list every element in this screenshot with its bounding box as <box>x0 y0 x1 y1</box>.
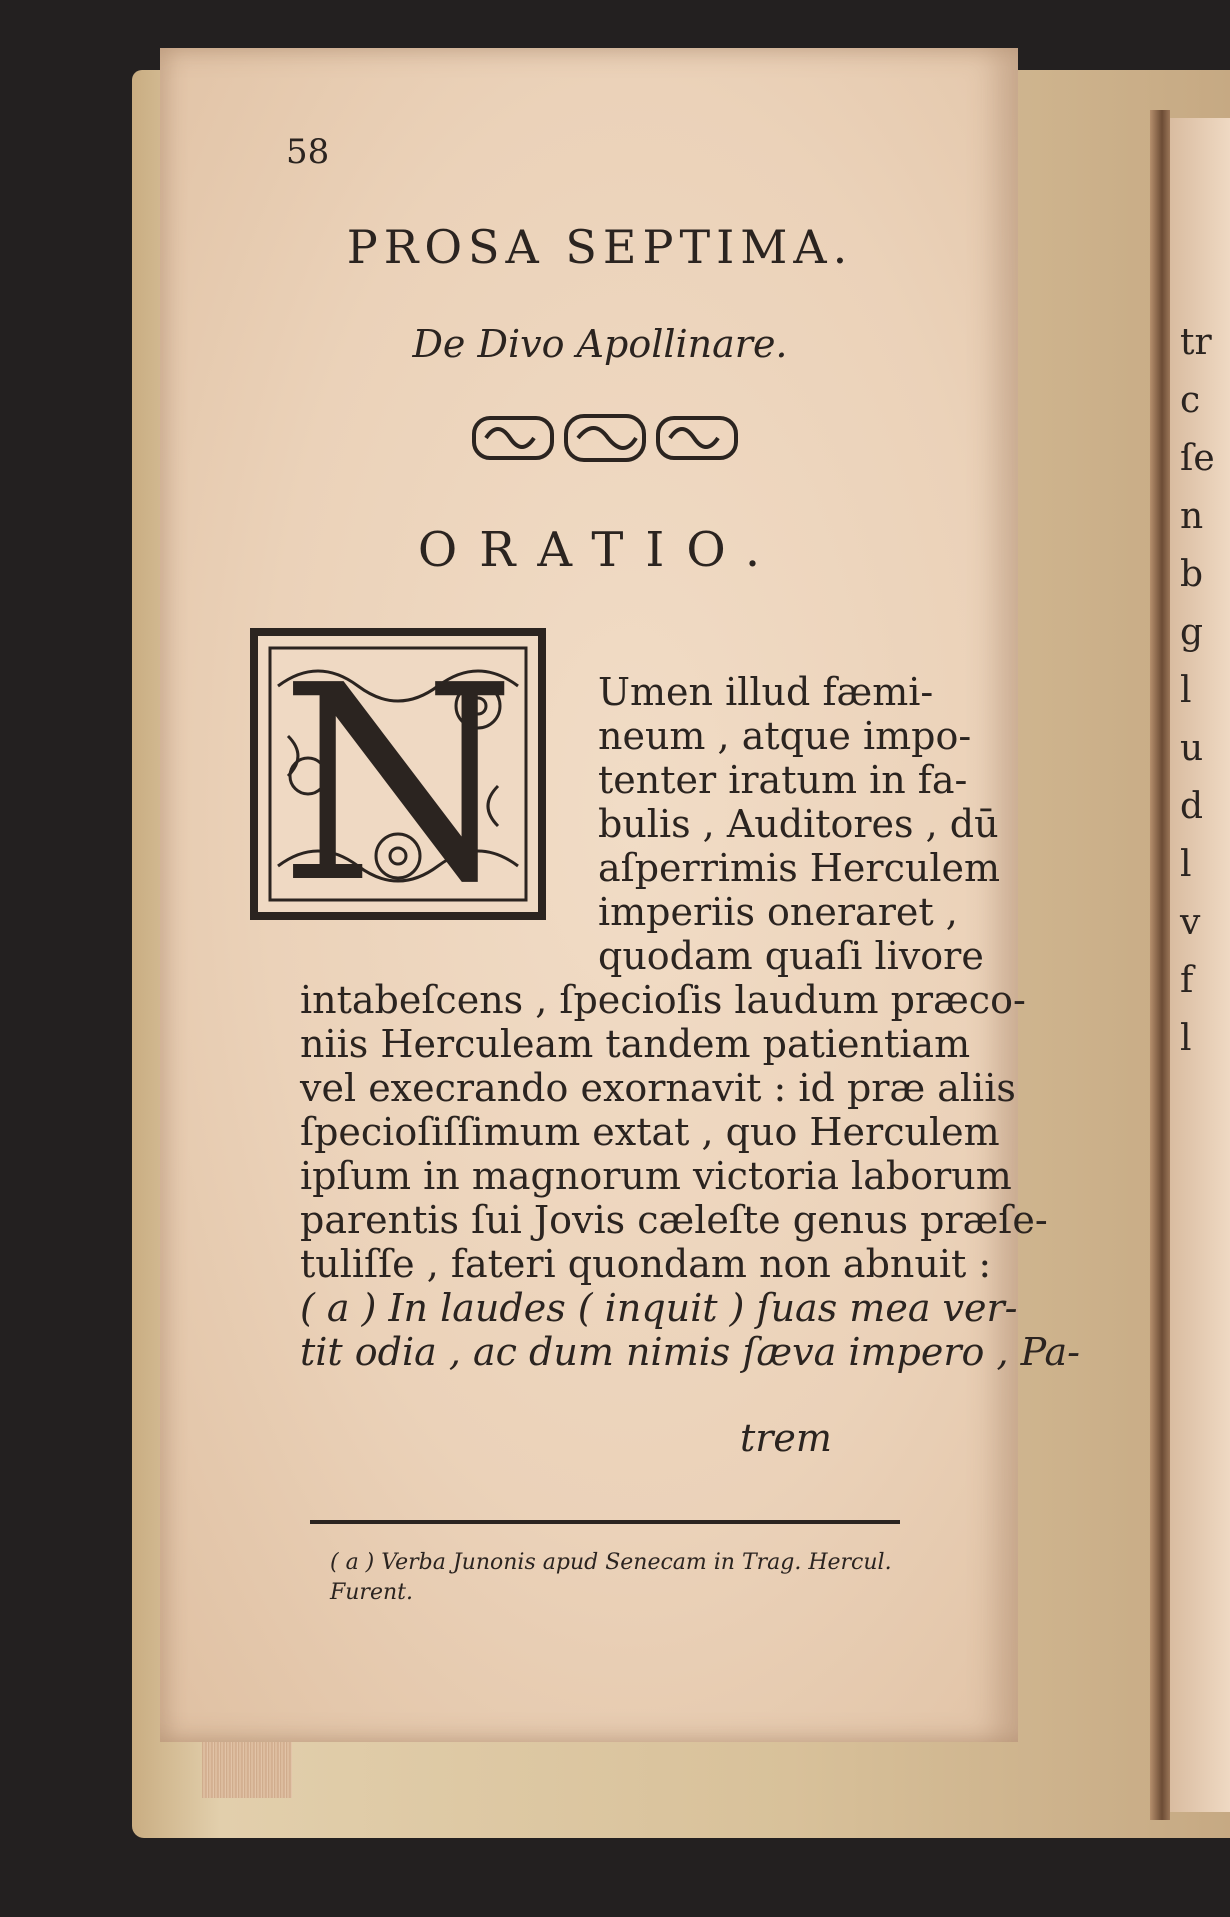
page-title: PROSA SEPTIMA. <box>346 220 854 274</box>
adjacent-page-letter: d <box>1180 786 1204 827</box>
footnote-rule <box>310 1520 900 1524</box>
adjacent-page <box>1170 118 1230 1812</box>
body-line: ( a ) In laudes ( inquit ) ſuas mea ver- <box>300 1286 1018 1330</box>
body-line: niis Herculeam tandem patientiam <box>300 1022 971 1066</box>
adjacent-page-letter: l <box>1180 670 1192 711</box>
body-line: tuliſſe , fateri quondam non abnuit : <box>300 1242 992 1286</box>
body-line: aſperrimis Herculem <box>598 846 1001 890</box>
body-line: neum , atque impo- <box>598 714 972 758</box>
adjacent-page-letter: u <box>1180 728 1204 769</box>
body-line: tenter iratum in fa- <box>598 758 968 802</box>
adjacent-page-letter: l <box>1180 844 1192 885</box>
adjacent-page-letter: ſe <box>1180 438 1215 479</box>
body-line: bulis , Auditores , dū <box>598 802 999 846</box>
adjacent-page-letter: n <box>1180 496 1204 537</box>
adjacent-page-letter: v <box>1180 902 1201 943</box>
book-gutter <box>1150 110 1170 1820</box>
adjacent-page-text <box>1180 314 1215 1068</box>
decorated-initial-n-icon <box>248 626 548 942</box>
oratio-heading: ORATIO. <box>417 522 783 578</box>
adjacent-page-letter: c <box>1180 380 1201 421</box>
body-line: ipſum in magnorum victoria laborum <box>300 1154 1012 1198</box>
body-line: ſpecioſiſſimum extat , quo Herculem <box>300 1110 1000 1154</box>
adjacent-page-letter: g <box>1180 612 1204 653</box>
adjacent-page-letter: tr <box>1180 322 1212 363</box>
body-line: quodam quaſi livore <box>598 934 984 978</box>
adjacent-page-letter: l <box>1180 1018 1192 1059</box>
body-line: tit odia , ac dum nimis ſæva impero , Pa- <box>300 1330 1080 1374</box>
adjacent-page-letter: f <box>1180 960 1194 1001</box>
body-line: parentis ſui Jovis cæleſte genus præſe- <box>300 1198 1048 1242</box>
footnote: ( a ) Verba Junonis apud Senecam in Trag. Hercul. Furent. <box>330 1550 892 1605</box>
fleuron-ornament-icon <box>470 408 740 468</box>
page-number: 58 <box>286 132 330 172</box>
catchword: trem <box>740 1416 832 1460</box>
page-subtitle: De Divo Apollinare. <box>412 322 788 366</box>
body-line: Umen illud fæmi- <box>598 670 934 714</box>
body-line: vel execrando exornavit : id præ aliis <box>300 1066 1016 1110</box>
body-line: imperiis oneraret , <box>598 890 958 934</box>
adjacent-page-letter: b <box>1180 554 1204 595</box>
initial-letter: N <box>279 627 517 942</box>
body-line: intabeſcens , ſpecioſis laudum præco- <box>300 978 1026 1022</box>
